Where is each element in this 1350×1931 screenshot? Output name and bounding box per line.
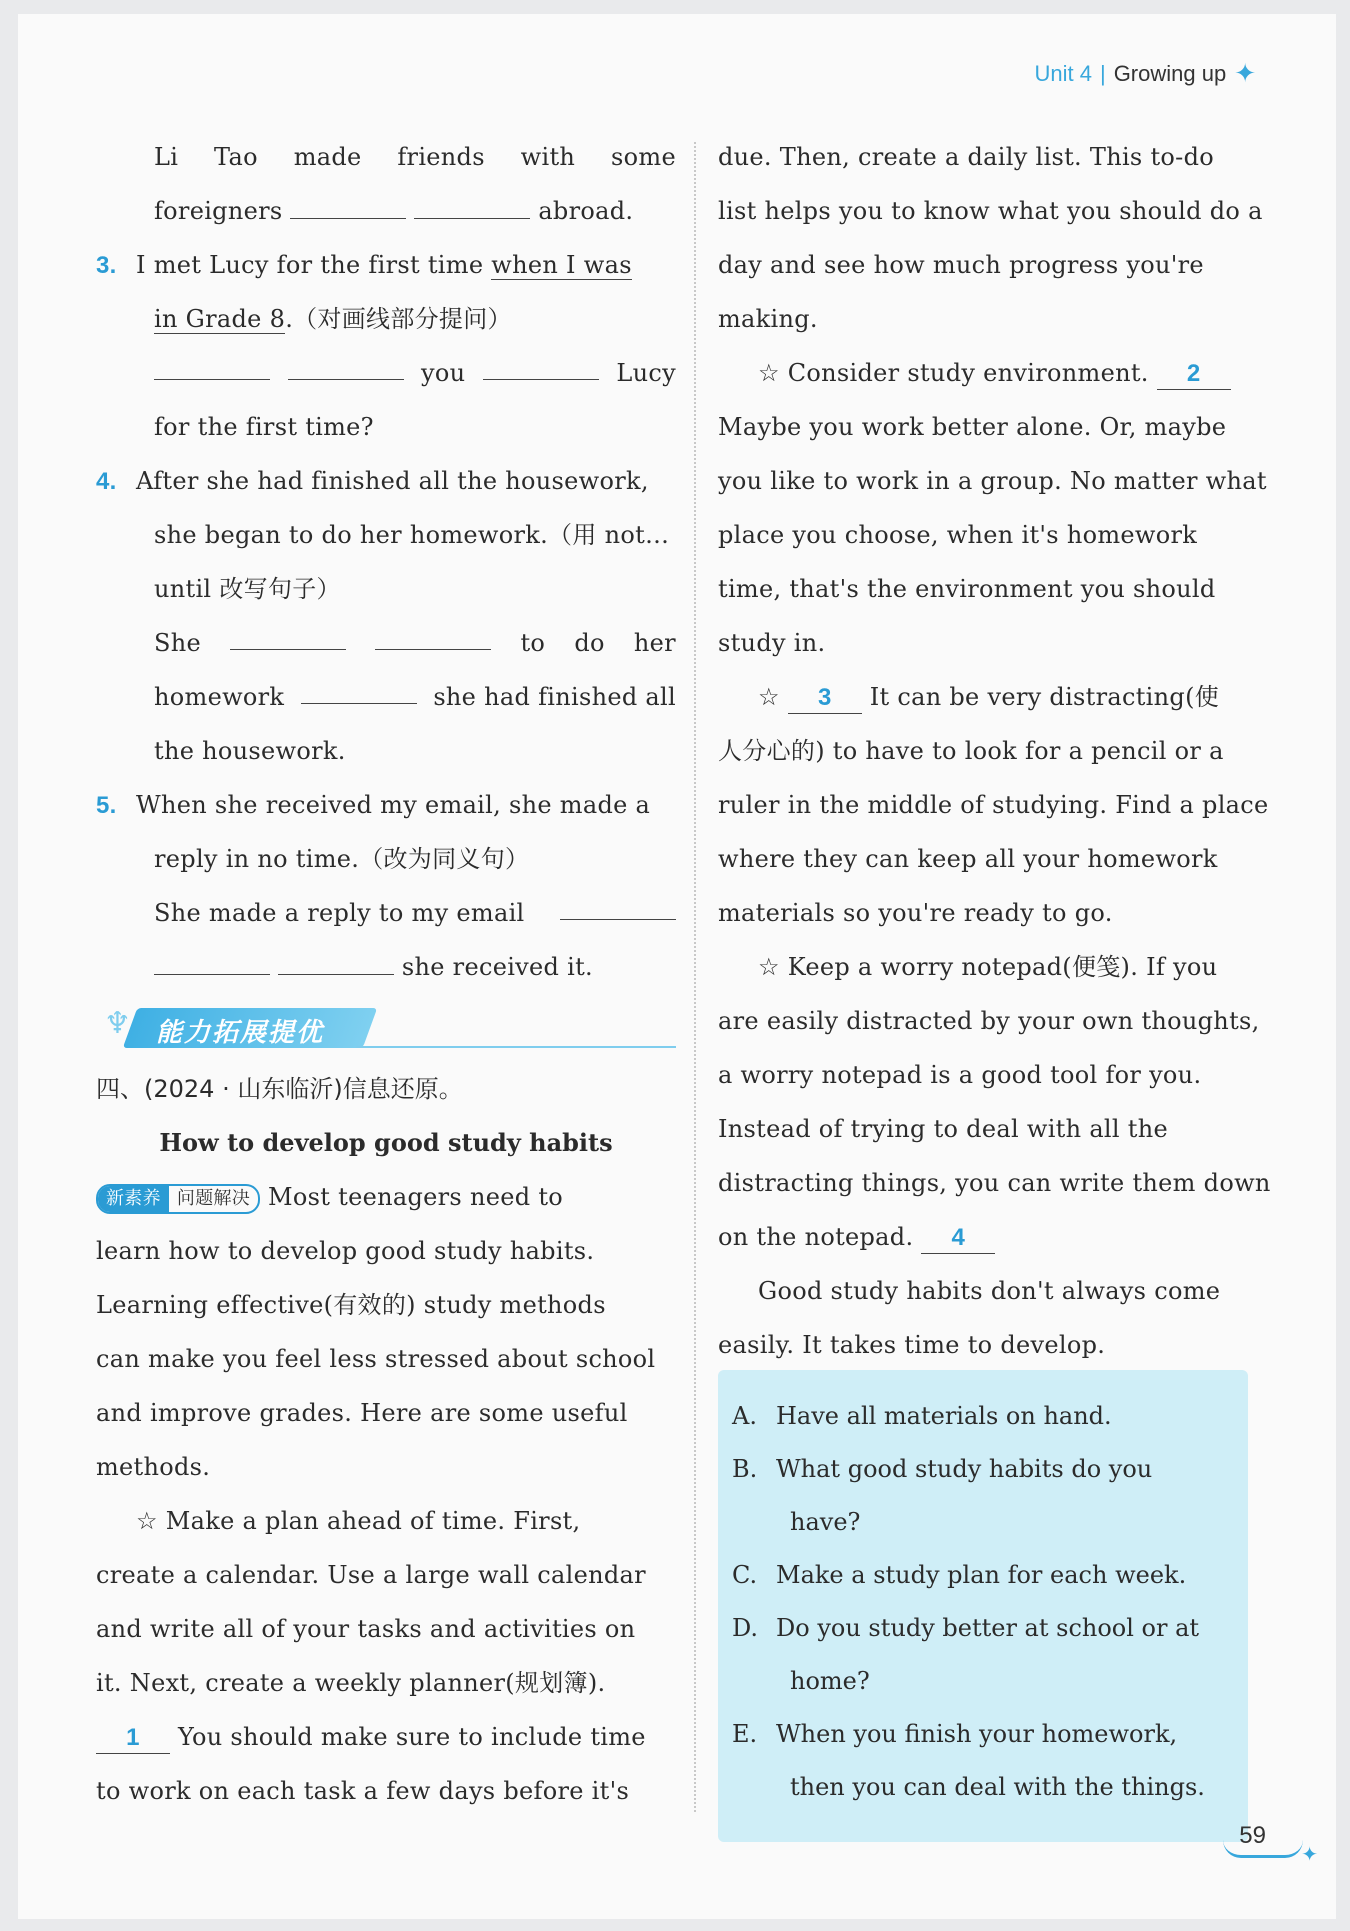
r-line21: on the notepad. 4 <box>718 1210 1283 1264</box>
r-line19: Instead of trying to deal with all the <box>718 1115 1169 1143</box>
r-line11: ☆ 3 It can be very distracting(使 <box>718 670 1283 724</box>
r-line5: ☆ Consider study environment. 2 <box>718 346 1283 400</box>
p2-line2: create a calendar. Use a large wall calendar <box>96 1561 646 1589</box>
section-banner: ♆ 能力拓展提优 <box>96 1002 676 1056</box>
q4-line4: She to do her <box>96 616 676 670</box>
q3-line4: for the first time? <box>154 413 374 441</box>
answer-3[interactable]: 3 <box>788 683 862 714</box>
sparkle-icon: ✦ <box>1234 58 1256 88</box>
p1-line5: and improve grades. Here are some useful <box>96 1399 628 1427</box>
q5-line3: She made a reply to my email <box>96 886 676 940</box>
r-line6: Maybe you work better alone. Or, maybe <box>718 413 1227 441</box>
q5-line4: she received it. <box>96 940 676 994</box>
r-line1: due. Then, create a daily list. This to-do <box>718 143 1214 171</box>
option-d: D. Do you study better at school or at <box>732 1614 1200 1642</box>
q3-line1: 3. I met Lucy for the first time when I was <box>96 251 632 279</box>
workbook-page <box>18 14 1336 1919</box>
unit-title: Growing up <box>1113 60 1227 86</box>
options-box <box>718 1370 1248 1842</box>
r-line12: 人分心的) to have to look for a pencil or a <box>718 737 1224 765</box>
p1-line1: 新素养 问题解决 Most teenagers need to <box>96 1170 676 1224</box>
option-e-cont: then you can deal with the things. <box>790 1773 1205 1801</box>
option-b-cont: have? <box>790 1508 861 1536</box>
sparkle-icon: ✦ <box>1301 1844 1319 1866</box>
page-header <box>1034 58 1256 89</box>
p1-line3: Learning effective(有效的) study methods <box>96 1291 606 1319</box>
option-a: A. Have all materials on hand. <box>732 1402 1112 1430</box>
r-line10: study in. <box>718 629 826 657</box>
passage-title: How to develop good study habits <box>159 1128 613 1157</box>
page-number: 59 ✦ <box>1239 1822 1266 1850</box>
section-title: 四、(2024 · 山东临沂)信息还原。 <box>96 1075 463 1103</box>
q5-line1: 5. When she received my email, she made a <box>96 791 651 819</box>
answer-1[interactable]: 1 <box>96 1723 170 1754</box>
q4-line3: until 改写句子） <box>154 575 341 603</box>
r-line20: distracting things, you can write them down <box>718 1169 1271 1197</box>
r-line2: list helps you to know what you should do a <box>718 197 1263 225</box>
lamp-icon: ♆ <box>104 1006 131 1041</box>
right-column <box>718 130 1283 1372</box>
r-line16: ☆ Keep a worry notepad(便笺). If you <box>758 953 1218 981</box>
p2-line4: it. Next, create a weekly planner(规划簿). <box>96 1669 606 1697</box>
r-line7: you like to work in a group. No matter what <box>718 467 1267 495</box>
r-line15: materials so you're ready to go. <box>718 899 1113 927</box>
q4-line6: the housework. <box>154 737 346 765</box>
p2-line6: to work on each task a few days before it's <box>96 1777 630 1805</box>
q3-line2: in Grade 8.（对画线部分提问） <box>154 305 512 333</box>
option-c: C. Make a study plan for each week. <box>732 1561 1187 1589</box>
left-column <box>96 130 676 1818</box>
r-line17: are easily distracted by your own thoughts, <box>718 1007 1260 1035</box>
q3-line3: you Lucy <box>96 346 676 400</box>
skill-badge: 新素养 问题解决 <box>96 1184 260 1214</box>
r-line3: day and see how much progress you're <box>718 251 1204 279</box>
option-d-cont: home? <box>790 1667 870 1695</box>
p1-line2: learn how to develop good study habits. <box>96 1237 595 1265</box>
p1-line6: methods. <box>96 1453 211 1481</box>
option-e: E. When you finish your homework, <box>732 1720 1178 1748</box>
q4-line2: she began to do her homework.（用 not… <box>154 521 670 549</box>
q5-line2: reply in no time.（改为同义句） <box>154 845 530 873</box>
answer-blank[interactable] <box>414 185 530 219</box>
q2-line1: Li Tao made friends with some <box>154 143 676 171</box>
p2-line3: and write all of your tasks and activities on <box>96 1615 636 1643</box>
p2-line1: ☆ Make a plan ahead of time. First, <box>136 1507 581 1535</box>
r-line14: where they can keep all your homework <box>718 845 1218 873</box>
answer-4[interactable]: 4 <box>921 1223 995 1254</box>
r-line9: time, that's the environment you should <box>718 575 1216 603</box>
r-line4: making. <box>718 305 818 333</box>
r-line13: ruler in the middle of studying. Find a place <box>718 791 1269 819</box>
p1-line4: can make you feel less stressed about school <box>96 1345 656 1373</box>
q4-line5: homework she had finished all <box>96 670 676 724</box>
r-line18: a worry notepad is a good tool for you. <box>718 1061 1202 1089</box>
option-b: B. What good study habits do you <box>732 1455 1153 1483</box>
answer-blank[interactable] <box>290 185 406 219</box>
header-separator: | <box>1099 60 1106 86</box>
r-line22: Good study habits don't always come <box>758 1277 1221 1305</box>
column-divider <box>694 142 696 1812</box>
answer-2[interactable]: 2 <box>1157 359 1231 390</box>
r-line23: easily. It takes time to develop. <box>718 1331 1106 1359</box>
unit-label: Unit 4 <box>1034 60 1092 86</box>
r-line8: place you choose, when it's homework <box>718 521 1198 549</box>
q2-line2: foreigners abroad. <box>96 184 676 238</box>
q4-line1: 4. After she had finished all the housework, <box>96 467 649 495</box>
p2-line5: 1 You should make sure to include time <box>96 1710 676 1764</box>
